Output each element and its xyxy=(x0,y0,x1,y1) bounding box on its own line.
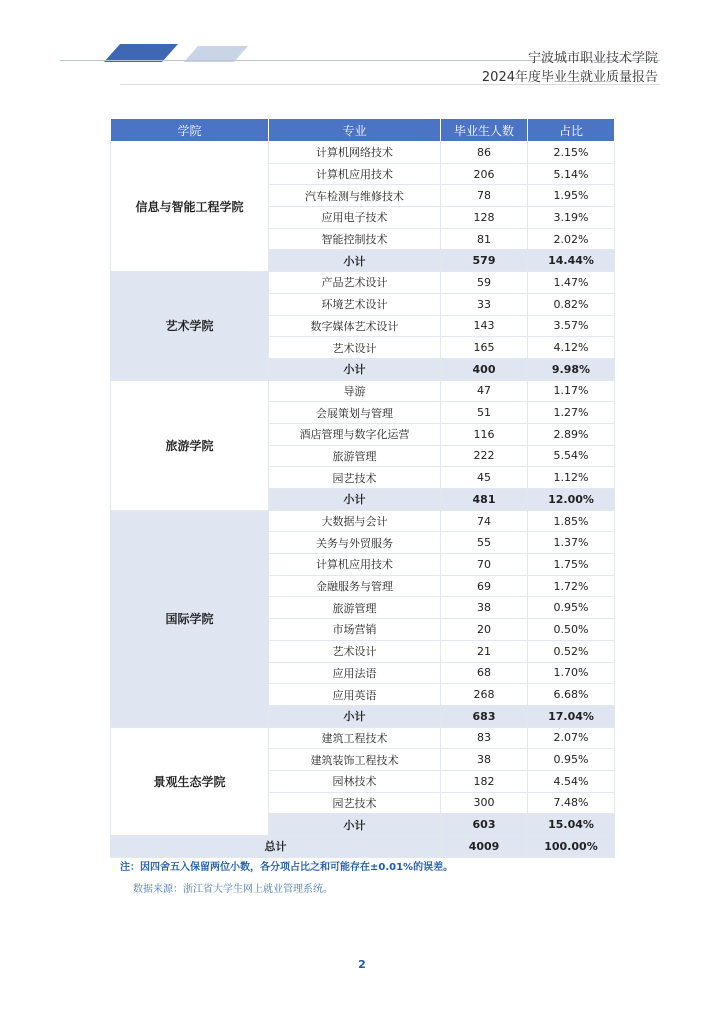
count-cell: 20 xyxy=(441,619,528,641)
report-title: 2024年度毕业生就业质量报告 xyxy=(481,70,658,85)
footnote: 注：因四舍五入保留两位小数，各分项占比之和可能存在±0.01%的误差。 xyxy=(120,862,454,873)
count-cell: 55 xyxy=(441,532,528,554)
major-cell: 产品艺术设计 xyxy=(269,272,441,294)
count-cell: 68 xyxy=(441,662,528,684)
school-name-cell: 信息与智能工程学院 xyxy=(111,142,269,272)
count-cell: 128 xyxy=(441,207,528,229)
col-header-major: 专业 xyxy=(269,119,441,142)
pct-cell: 2.89% xyxy=(528,423,615,445)
col-header-count: 毕业生人数 xyxy=(441,119,528,142)
pct-cell: 1.95% xyxy=(528,185,615,207)
table-header-row xyxy=(111,119,615,142)
pct-cell: 7.48% xyxy=(528,792,615,814)
count-cell: 81 xyxy=(441,228,528,250)
subtotal-label: 小计 xyxy=(269,250,441,272)
pct-cell: 3.19% xyxy=(528,207,615,229)
pct-cell: 5.14% xyxy=(528,163,615,185)
major-cell: 艺术设计 xyxy=(269,640,441,662)
major-cell: 环境艺术设计 xyxy=(269,293,441,315)
subtotal-count: 400 xyxy=(441,358,528,380)
count-cell: 206 xyxy=(441,163,528,185)
pct-cell: 4.54% xyxy=(528,770,615,792)
subtotal-count: 683 xyxy=(441,705,528,727)
pct-cell: 0.50% xyxy=(528,619,615,641)
count-cell: 300 xyxy=(441,792,528,814)
pct-cell: 0.95% xyxy=(528,597,615,619)
major-cell: 数字媒体艺术设计 xyxy=(269,315,441,337)
subtotal-pct: 15.04% xyxy=(528,814,615,836)
count-cell: 69 xyxy=(441,575,528,597)
pct-cell: 0.52% xyxy=(528,640,615,662)
count-cell: 70 xyxy=(441,554,528,576)
major-cell: 旅游管理 xyxy=(269,597,441,619)
table-row xyxy=(111,142,615,164)
pct-cell: 0.82% xyxy=(528,293,615,315)
major-cell: 建筑装饰工程技术 xyxy=(269,749,441,771)
count-cell: 59 xyxy=(441,272,528,294)
subtotal-pct: 14.44% xyxy=(528,250,615,272)
subtotal-label: 小计 xyxy=(269,814,441,836)
subtotal-pct: 9.98% xyxy=(528,358,615,380)
pct-cell: 2.15% xyxy=(528,142,615,164)
table-body xyxy=(111,142,615,858)
major-cell: 计算机应用技术 xyxy=(269,163,441,185)
major-cell: 园艺技术 xyxy=(269,467,441,489)
school-name-cell: 旅游学院 xyxy=(111,380,269,510)
pct-cell: 5.54% xyxy=(528,445,615,467)
pct-cell: 1.17% xyxy=(528,380,615,402)
subtotal-label: 小计 xyxy=(269,705,441,727)
pct-cell: 2.07% xyxy=(528,727,615,749)
subtotal-count: 603 xyxy=(441,814,528,836)
major-cell: 关务与外贸服务 xyxy=(269,532,441,554)
total-count: 4009 xyxy=(441,836,528,858)
major-cell: 金融服务与管理 xyxy=(269,575,441,597)
pct-cell: 1.85% xyxy=(528,510,615,532)
subtotal-pct: 17.04% xyxy=(528,705,615,727)
pct-cell: 1.37% xyxy=(528,532,615,554)
major-cell: 酒店管理与数字化运营 xyxy=(269,423,441,445)
table-row xyxy=(111,272,615,294)
count-cell: 33 xyxy=(441,293,528,315)
count-cell: 165 xyxy=(441,337,528,359)
subtotal-label: 小计 xyxy=(269,489,441,511)
subtotal-pct: 12.00% xyxy=(528,489,615,511)
pct-cell: 3.57% xyxy=(528,315,615,337)
count-cell: 83 xyxy=(441,727,528,749)
data-source: 数据来源：浙江省大学生网上就业管理系统。 xyxy=(133,884,333,895)
page-number: 2 xyxy=(358,958,366,971)
count-cell: 143 xyxy=(441,315,528,337)
count-cell: 116 xyxy=(441,423,528,445)
total-pct: 100.00% xyxy=(528,836,615,858)
major-cell: 应用法语 xyxy=(269,662,441,684)
major-cell: 会展策划与管理 xyxy=(269,402,441,424)
subtotal-label: 小计 xyxy=(269,358,441,380)
pct-cell: 1.47% xyxy=(528,272,615,294)
major-cell: 市场营销 xyxy=(269,619,441,641)
subtotal-count: 481 xyxy=(441,489,528,511)
graduates-table xyxy=(110,118,615,858)
count-cell: 78 xyxy=(441,185,528,207)
count-cell: 86 xyxy=(441,142,528,164)
major-cell: 应用英语 xyxy=(269,684,441,706)
major-cell: 计算机网络技术 xyxy=(269,142,441,164)
count-cell: 21 xyxy=(441,640,528,662)
count-cell: 182 xyxy=(441,770,528,792)
col-header-school: 学院 xyxy=(111,119,269,142)
count-cell: 222 xyxy=(441,445,528,467)
pct-cell: 4.12% xyxy=(528,337,615,359)
count-cell: 51 xyxy=(441,402,528,424)
count-cell: 268 xyxy=(441,684,528,706)
subtotal-count: 579 xyxy=(441,250,528,272)
major-cell: 建筑工程技术 xyxy=(269,727,441,749)
pct-cell: 0.95% xyxy=(528,749,615,771)
pct-cell: 1.72% xyxy=(528,575,615,597)
count-cell: 47 xyxy=(441,380,528,402)
table-row xyxy=(111,727,615,749)
count-cell: 38 xyxy=(441,749,528,771)
pct-cell: 1.75% xyxy=(528,554,615,576)
major-cell: 汽车检测与维修技术 xyxy=(269,185,441,207)
table-row xyxy=(111,380,615,402)
count-cell: 74 xyxy=(441,510,528,532)
major-cell: 计算机应用技术 xyxy=(269,554,441,576)
major-cell: 应用电子技术 xyxy=(269,207,441,229)
total-label: 总计 xyxy=(111,836,441,858)
major-cell: 导游 xyxy=(269,380,441,402)
count-cell: 38 xyxy=(441,597,528,619)
major-cell: 艺术设计 xyxy=(269,337,441,359)
count-cell: 45 xyxy=(441,467,528,489)
table-row xyxy=(111,510,615,532)
pct-cell: 6.68% xyxy=(528,684,615,706)
major-cell: 智能控制技术 xyxy=(269,228,441,250)
school-name-cell: 景观生态学院 xyxy=(111,727,269,835)
total-row xyxy=(111,836,615,858)
pct-cell: 2.02% xyxy=(528,228,615,250)
major-cell: 大数据与会计 xyxy=(269,510,441,532)
major-cell: 旅游管理 xyxy=(269,445,441,467)
pct-cell: 1.12% xyxy=(528,467,615,489)
pct-cell: 1.70% xyxy=(528,662,615,684)
school-name-cell: 国际学院 xyxy=(111,510,269,727)
org-name: 宁波城市职业技术学院 xyxy=(527,51,658,66)
col-header-pct: 占比 xyxy=(528,119,615,142)
pct-cell: 1.27% xyxy=(528,402,615,424)
school-name-cell: 艺术学院 xyxy=(111,272,269,380)
major-cell: 园林技术 xyxy=(269,770,441,792)
major-cell: 园艺技术 xyxy=(269,792,441,814)
